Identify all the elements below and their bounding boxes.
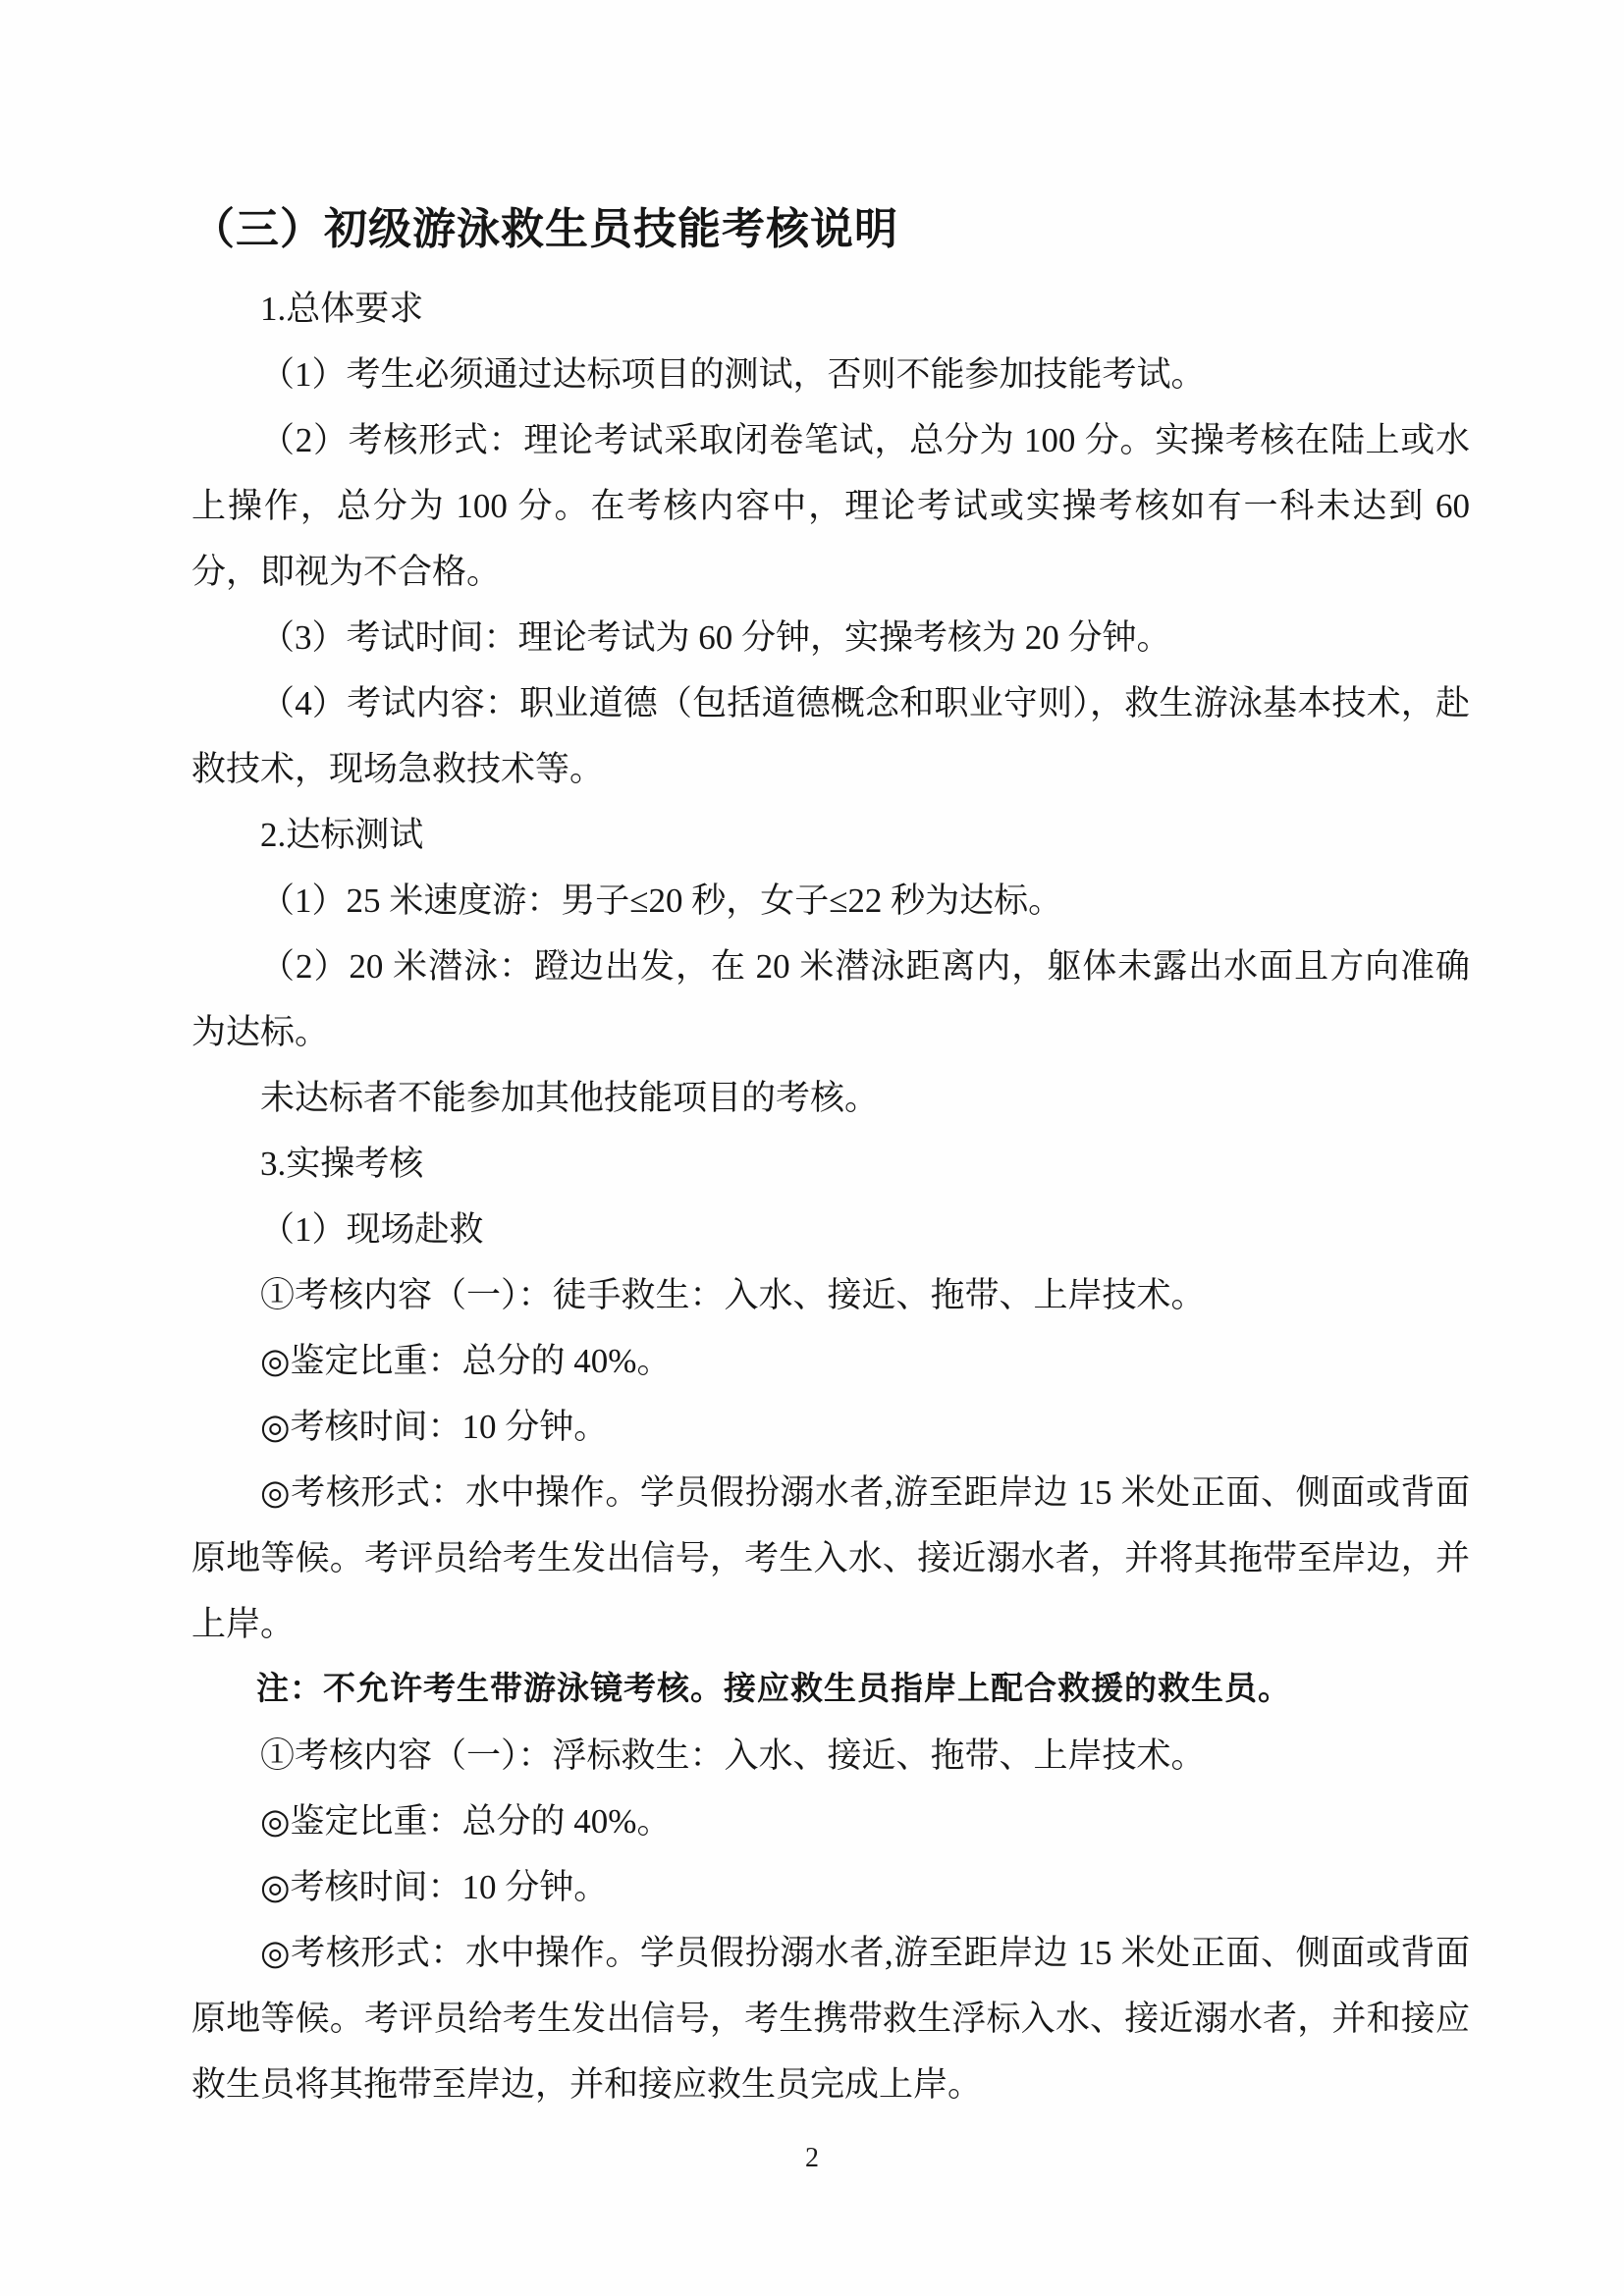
page-number: 2 [805,2143,819,2173]
paragraph: ◎鉴定比重：总分的 40%。 [260,1342,672,1380]
paragraph: ◎考核时间：10 分钟。 [260,1408,609,1446]
paragraph: （1）25 米速度游：男子≤20 秒，女子≤22 秒为达标。 [260,881,1063,920]
paragraph: （3）考试时间：理论考试为 60 分钟，实操考核为 20 分钟。 [260,618,1171,657]
document-title: （三）初级游泳救生员技能考核说明 [191,205,898,253]
paragraph: ①考核内容（一）：浮标救生：入水、接近、拖带、上岸技术。 [260,1736,1206,1775]
paragraph: （4）考试内容：职业道德（包括道德概念和职业守则），救生游泳基本技术，赴救技术，现场急救技术等。 [191,684,1470,788]
paragraph: 1.总体要求 [260,290,424,328]
paragraph: （2）20 米潜泳：蹬边出发，在 20 米潜泳距离内，躯体未露出水面且方向准确为达标。 [191,947,1470,1051]
paragraph: ◎考核时间：10 分钟。 [260,1868,609,1906]
paragraph: ◎考核形式：水中操作。学员假扮溺水者,游至距岸边 15 米处正面、侧面或背面原地等候。考评员给考生发出信号，考生入水、接近溺水者，并将其拖带至岸边，并上岸。 [191,1473,1470,1643]
paragraphs [191,276,1470,2117]
paragraph: ◎鉴定比重：总分的 40%。 [260,1802,672,1841]
paragraph: 3.实操考核 [260,1145,424,1183]
paragraph: （1）考生必须通过达标项目的测试，否则不能参加技能考试。 [260,355,1206,394]
paragraph: 未达标者不能参加其他技能项目的考核。 [260,1079,880,1117]
paragraph: 注：不允许考生带游泳镜考核。接应救生员指岸上配合救援的救生员。 [256,1672,1291,1707]
paragraph: （2）考核形式：理论考试采取闭卷笔试，总分为 100 分。实操考核在陆上或水上操作，总分为 100 分。在考核内容中，理论考试或实操考核如有一科未达到 60 分，即视为不合格。 [191,421,1470,591]
paragraph: ◎考核形式：水中操作。学员假扮溺水者,游至距岸边 15 米处正面、侧面或背面原地等候。考评员给考生发出信号，考生携带救生浮标入水、接近溺水者，并和接应救生员将其拖带至岸边，并和接应救生员完成上岸。 [191,1934,1470,2104]
paragraph: 2.达标测试 [260,816,424,854]
paragraph: （1）现场赴救 [260,1210,484,1249]
paragraph: ①考核内容（一）：徒手救生：入水、接近、拖带、上岸技术。 [260,1276,1206,1314]
